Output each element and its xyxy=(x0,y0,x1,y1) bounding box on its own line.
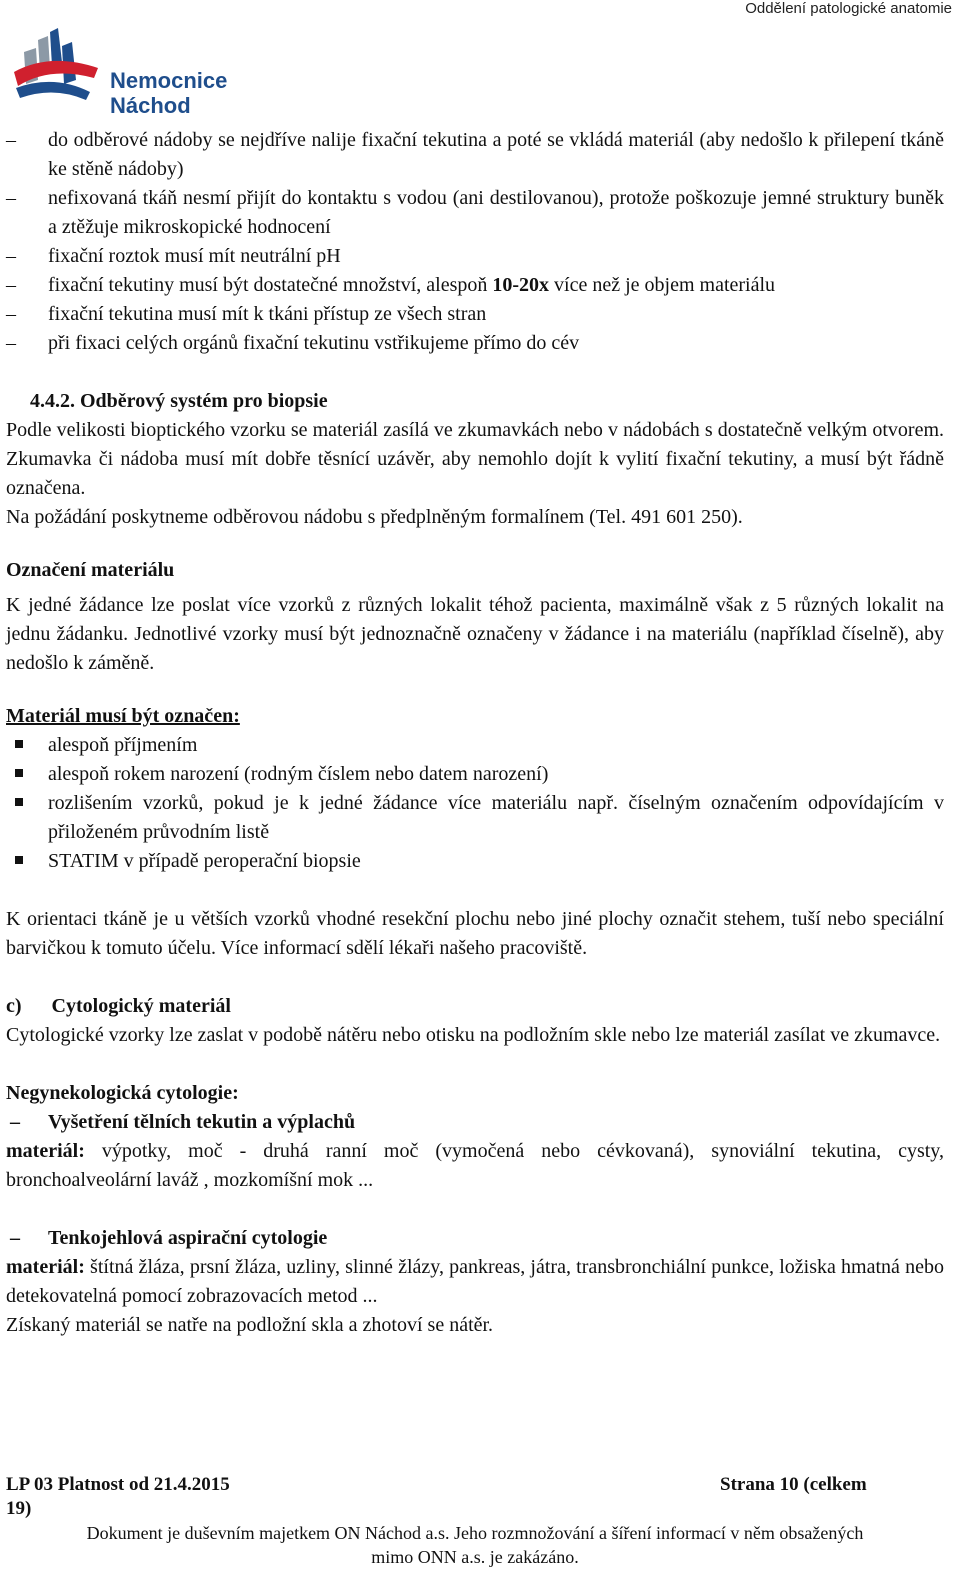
paragraph: Cytologické vzorky lze zaslat v podobě nátěru nebo otisku na podložním skle nebo lze materiál zasílat ve zkumavce. xyxy=(6,1024,941,1046)
footer-copyright-line-1: Dokument je duševním majetkem ON Náchod a.s. Jeho rozmnožování a šíření informací v něm obsažených xyxy=(86,1523,864,1543)
logo-line-2: Náchod xyxy=(110,93,191,118)
department-header: Oddělení patologické anatomie xyxy=(745,0,952,17)
bullet-icon xyxy=(15,798,23,806)
list-item: – fixační tekutiny musí být dostatečné množství, alespoň 10-20x více než je objem materiálu xyxy=(6,274,776,296)
section-heading: 4.4.2. Odběrový systém pro biopsie xyxy=(30,390,328,412)
footer-copyright-line-2: mimo ONN a.s. je zakázáno. xyxy=(371,1547,579,1567)
bullet-icon xyxy=(15,769,23,777)
paragraph: materiál: štítná žláza, prsní žláza, uzliny, slinné žlázy, pankreas, játra, transbronchiální punkce, ložiska hmatná nebo detekovatelná pomocí zobrazovacích metod ... xyxy=(6,1256,944,1307)
paragraph: Na požádání poskytneme odběrovou nádobu s předplněným formalínem (Tel. 491 601 250). xyxy=(6,506,743,528)
paragraph: K jedné žádance lze poslat více vzorků z různých lokalit téhož pacienta, maximálně však z 5 různých lokalit na jednu žádanku. Jednotlivé vzorky musí být jednoznačně označeny v žádance i na materiálu (například číselně), aby nedošlo k záměně. xyxy=(6,594,944,674)
logo-mark-icon xyxy=(10,22,105,112)
paragraph: materiál: výpotky, moč - druhá ranní moč (vymočená nebo cévkovaná), synoviální tekutina, cysty, bronchoalveolární laváž , mozkomíšní mok ... xyxy=(6,1140,944,1191)
logo-text xyxy=(110,68,227,118)
document-body xyxy=(6,126,944,1340)
list-item: – Vyšetření tělních tekutin a výplachů xyxy=(10,1111,356,1133)
page-footer xyxy=(6,1473,944,1569)
paragraph: Získaný materiál se natře na podložní skla a zhotoví se nátěr. xyxy=(6,1314,494,1336)
list-item: alespoň příjmením xyxy=(6,731,944,760)
list-item: alespoň rokem narození (rodným číslem nebo datem narození) xyxy=(6,760,944,789)
list-item: – fixační roztok musí mít neutrální pH xyxy=(6,245,341,267)
hospital-logo xyxy=(10,22,240,118)
paragraph: Podle velikosti bioptického vzorku se materiál zasílá ve zkumavkách nebo v nádobách s dostatečně velkým otvorem. Zkumavka či nádoba musí mít dobře těsnící uzávěr, aby nemohlo dojít k vylití fixační tekutiny, a musí být řádně označena. xyxy=(6,419,944,499)
footer-validity: LP 03 Platnost od 21.4.2015 xyxy=(6,1474,230,1495)
paragraph: K orientaci tkáně je u větších vzorků vhodné resekční plochu nebo jiné plochy označit stehem, tuší nebo speciální barvičkou k tomuto účelu. Více informací sdělí lékaři našeho pracoviště. xyxy=(6,908,944,959)
list-item: – do odběrové nádoby se nejdříve nalije fixační tekutina a poté se vkládá materiál (aby nedošlo k přilepení tkáně ke stěně nádoby) xyxy=(6,129,944,180)
list-item: rozlišením vzorků, pokud je k jedné žádance více materiálu např. číselným označením odpovídajícím v přiloženém průvodním listě xyxy=(6,789,944,847)
section-heading: Označení materiálu xyxy=(6,559,175,581)
bullet-icon xyxy=(15,856,23,864)
footer-page-number: Strana 10 (celkem xyxy=(720,1474,867,1495)
footer-page-total: 19) xyxy=(6,1498,32,1519)
list-heading: Materiál musí být označen: xyxy=(6,705,240,727)
logo-line-1: Nemocnice xyxy=(110,68,228,93)
bullet-icon xyxy=(15,740,23,748)
list-item: STATIM v případě peroperační biopsie xyxy=(6,847,944,876)
section-heading: c) Cytologický materiál xyxy=(6,995,231,1017)
list-item: – při fixaci celých orgánů fixační tekutinu vstřikujeme přímo do cév xyxy=(6,332,580,354)
list-item: – fixační tekutina musí mít k tkáni přístup ze všech stran xyxy=(6,303,487,325)
list-item: – Tenkojehlová aspirační cytologie xyxy=(10,1227,328,1249)
list-item: – nefixovaná tkáň nesmí přijít do kontaktu s vodou (ani destilovanou), protože poškozuje jemné struktury buněk a ztěžuje mikroskopické hodnocení xyxy=(6,187,944,238)
subsection-heading: Negynekologická cytologie: xyxy=(6,1082,239,1104)
